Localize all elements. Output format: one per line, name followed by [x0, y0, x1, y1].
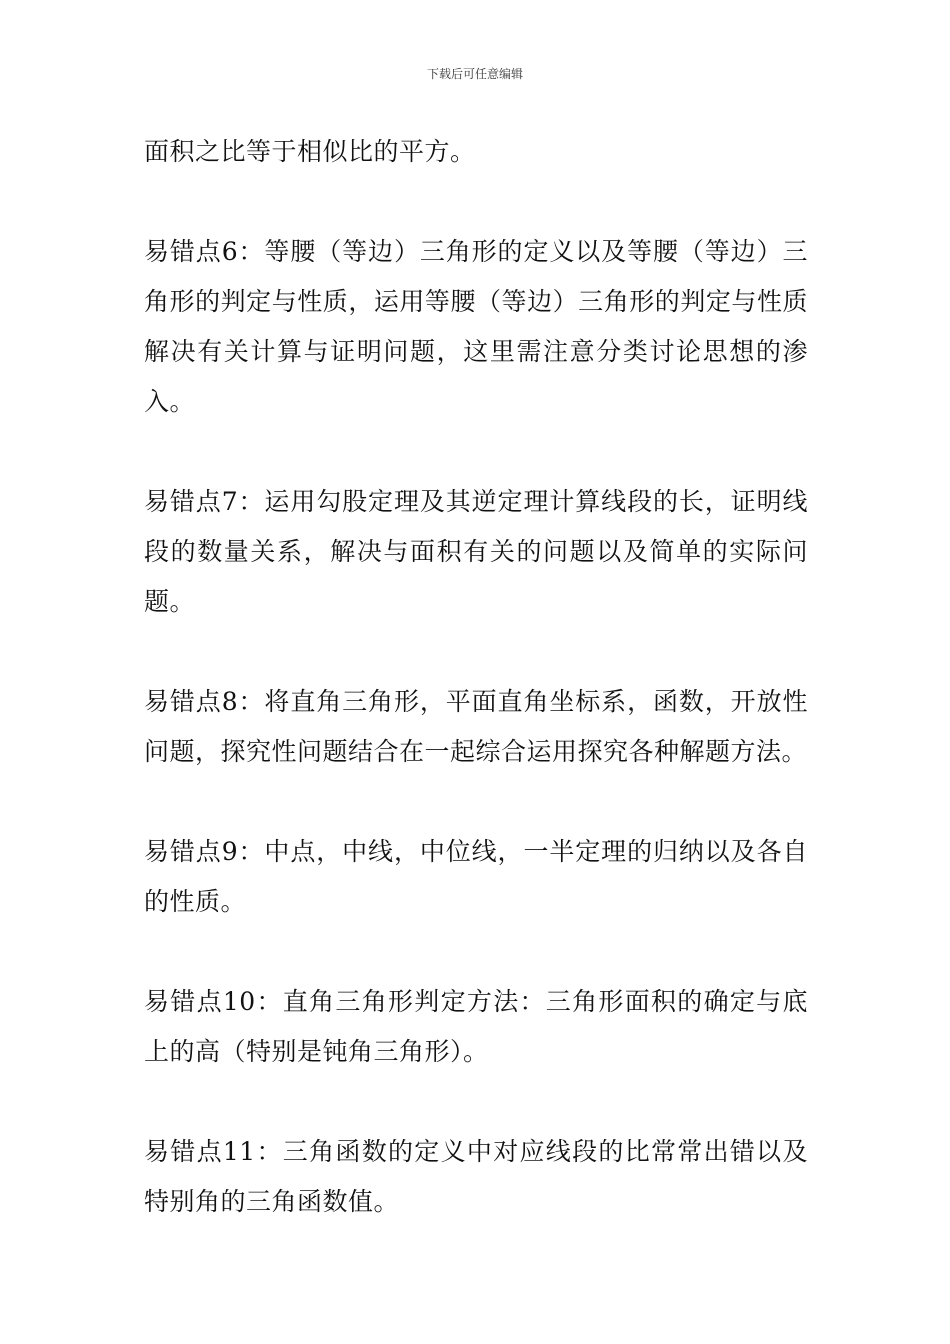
paragraph-error-point-9: 易错点9：中点，中线，中位线，一半定理的归纳以及各自的性质。	[144, 837, 808, 916]
paragraph-error-point-7: 易错点7：运用勾股定理及其逆定理计算线段的长，证明线段的数量关系，解决与面积有关的问题以及简单的实际问题。	[144, 487, 808, 616]
paragraph-error-point-11: 易错点11：三角函数的定义中对应线段的比常常出错以及特别角的三角函数值。	[144, 1137, 808, 1216]
paragraph-error-point-8: 易错点8：将直角三角形，平面直角坐标系，函数，开放性问题，探究性问题结合在一起综合运用探究各种解题方法。	[144, 687, 808, 766]
paragraph-error-point-10: 易错点10：直角三角形判定方法：三角形面积的确定与底上的高（特别是钝角三角形）。	[144, 987, 808, 1066]
paragraph-error-point-6: 易错点6：等腰（等边）三角形的定义以及等腰（等边）三角形的判定与性质，运用等腰（等边）三角形的判定与性质解决有关计算与证明问题，这里需注意分类讨论思想的渗入。	[144, 237, 808, 416]
paragraph-similarity-area: 面积之比等于相似比的平方。	[144, 137, 476, 166]
document-body	[144, 127, 808, 1227]
page-header: 下载后可任意编辑	[426, 67, 523, 81]
